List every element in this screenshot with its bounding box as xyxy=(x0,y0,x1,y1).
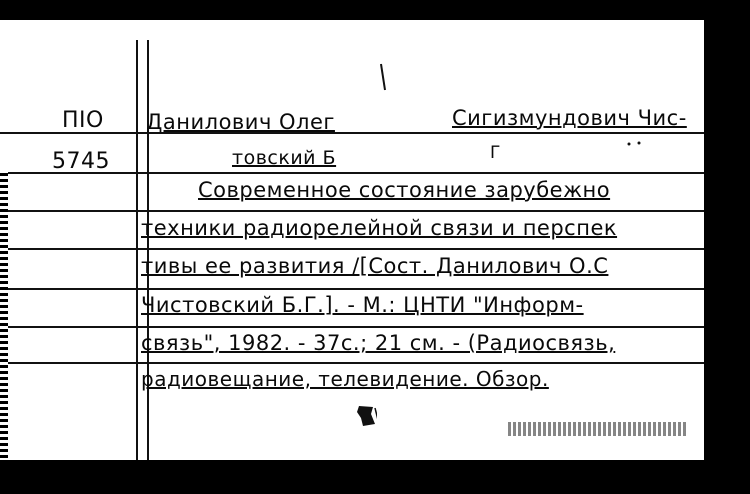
margin-mark: Г xyxy=(490,143,501,163)
dot-marks xyxy=(625,138,645,150)
card-margin-line-1 xyxy=(136,40,138,460)
card-margin-line-2 xyxy=(147,40,149,460)
card-rule-1 xyxy=(0,132,704,134)
index-code: ПIO xyxy=(62,108,104,133)
catalog-card xyxy=(0,20,704,460)
card-number: 5745 xyxy=(52,149,110,174)
title-line-3: тивы ее развития /[Сост. Данилович О.С xyxy=(141,254,609,278)
card-rule-7 xyxy=(0,362,704,364)
ink-blot xyxy=(355,404,377,428)
title-line-2: техники радиорелейной связи и перспек xyxy=(141,216,618,240)
scan-edge-marks xyxy=(0,170,8,460)
title-line-6: радиовещание, телевидение. Обзор. xyxy=(141,367,549,391)
author-patronymic: Сигизмундович Чис- xyxy=(452,106,687,130)
title-line-5: связь", 1982. - 37с.; 21 см. - (Радиосвязь, xyxy=(141,331,616,355)
author-name: Данилович Олег xyxy=(146,110,335,134)
title-line-4: Чистовский Б.Г.]. - М.: ЦНТИ "Информ- xyxy=(141,293,584,317)
pen-stroke-mark xyxy=(378,62,388,92)
co-author-name: товский Б xyxy=(232,147,337,169)
card-rule-5 xyxy=(0,288,704,290)
faded-stamp xyxy=(508,422,688,436)
title-line-1: Современное состояние зарубежно xyxy=(198,178,611,202)
card-rule-4 xyxy=(0,248,704,250)
card-rule-6 xyxy=(0,326,704,328)
card-rule-3 xyxy=(0,210,704,212)
